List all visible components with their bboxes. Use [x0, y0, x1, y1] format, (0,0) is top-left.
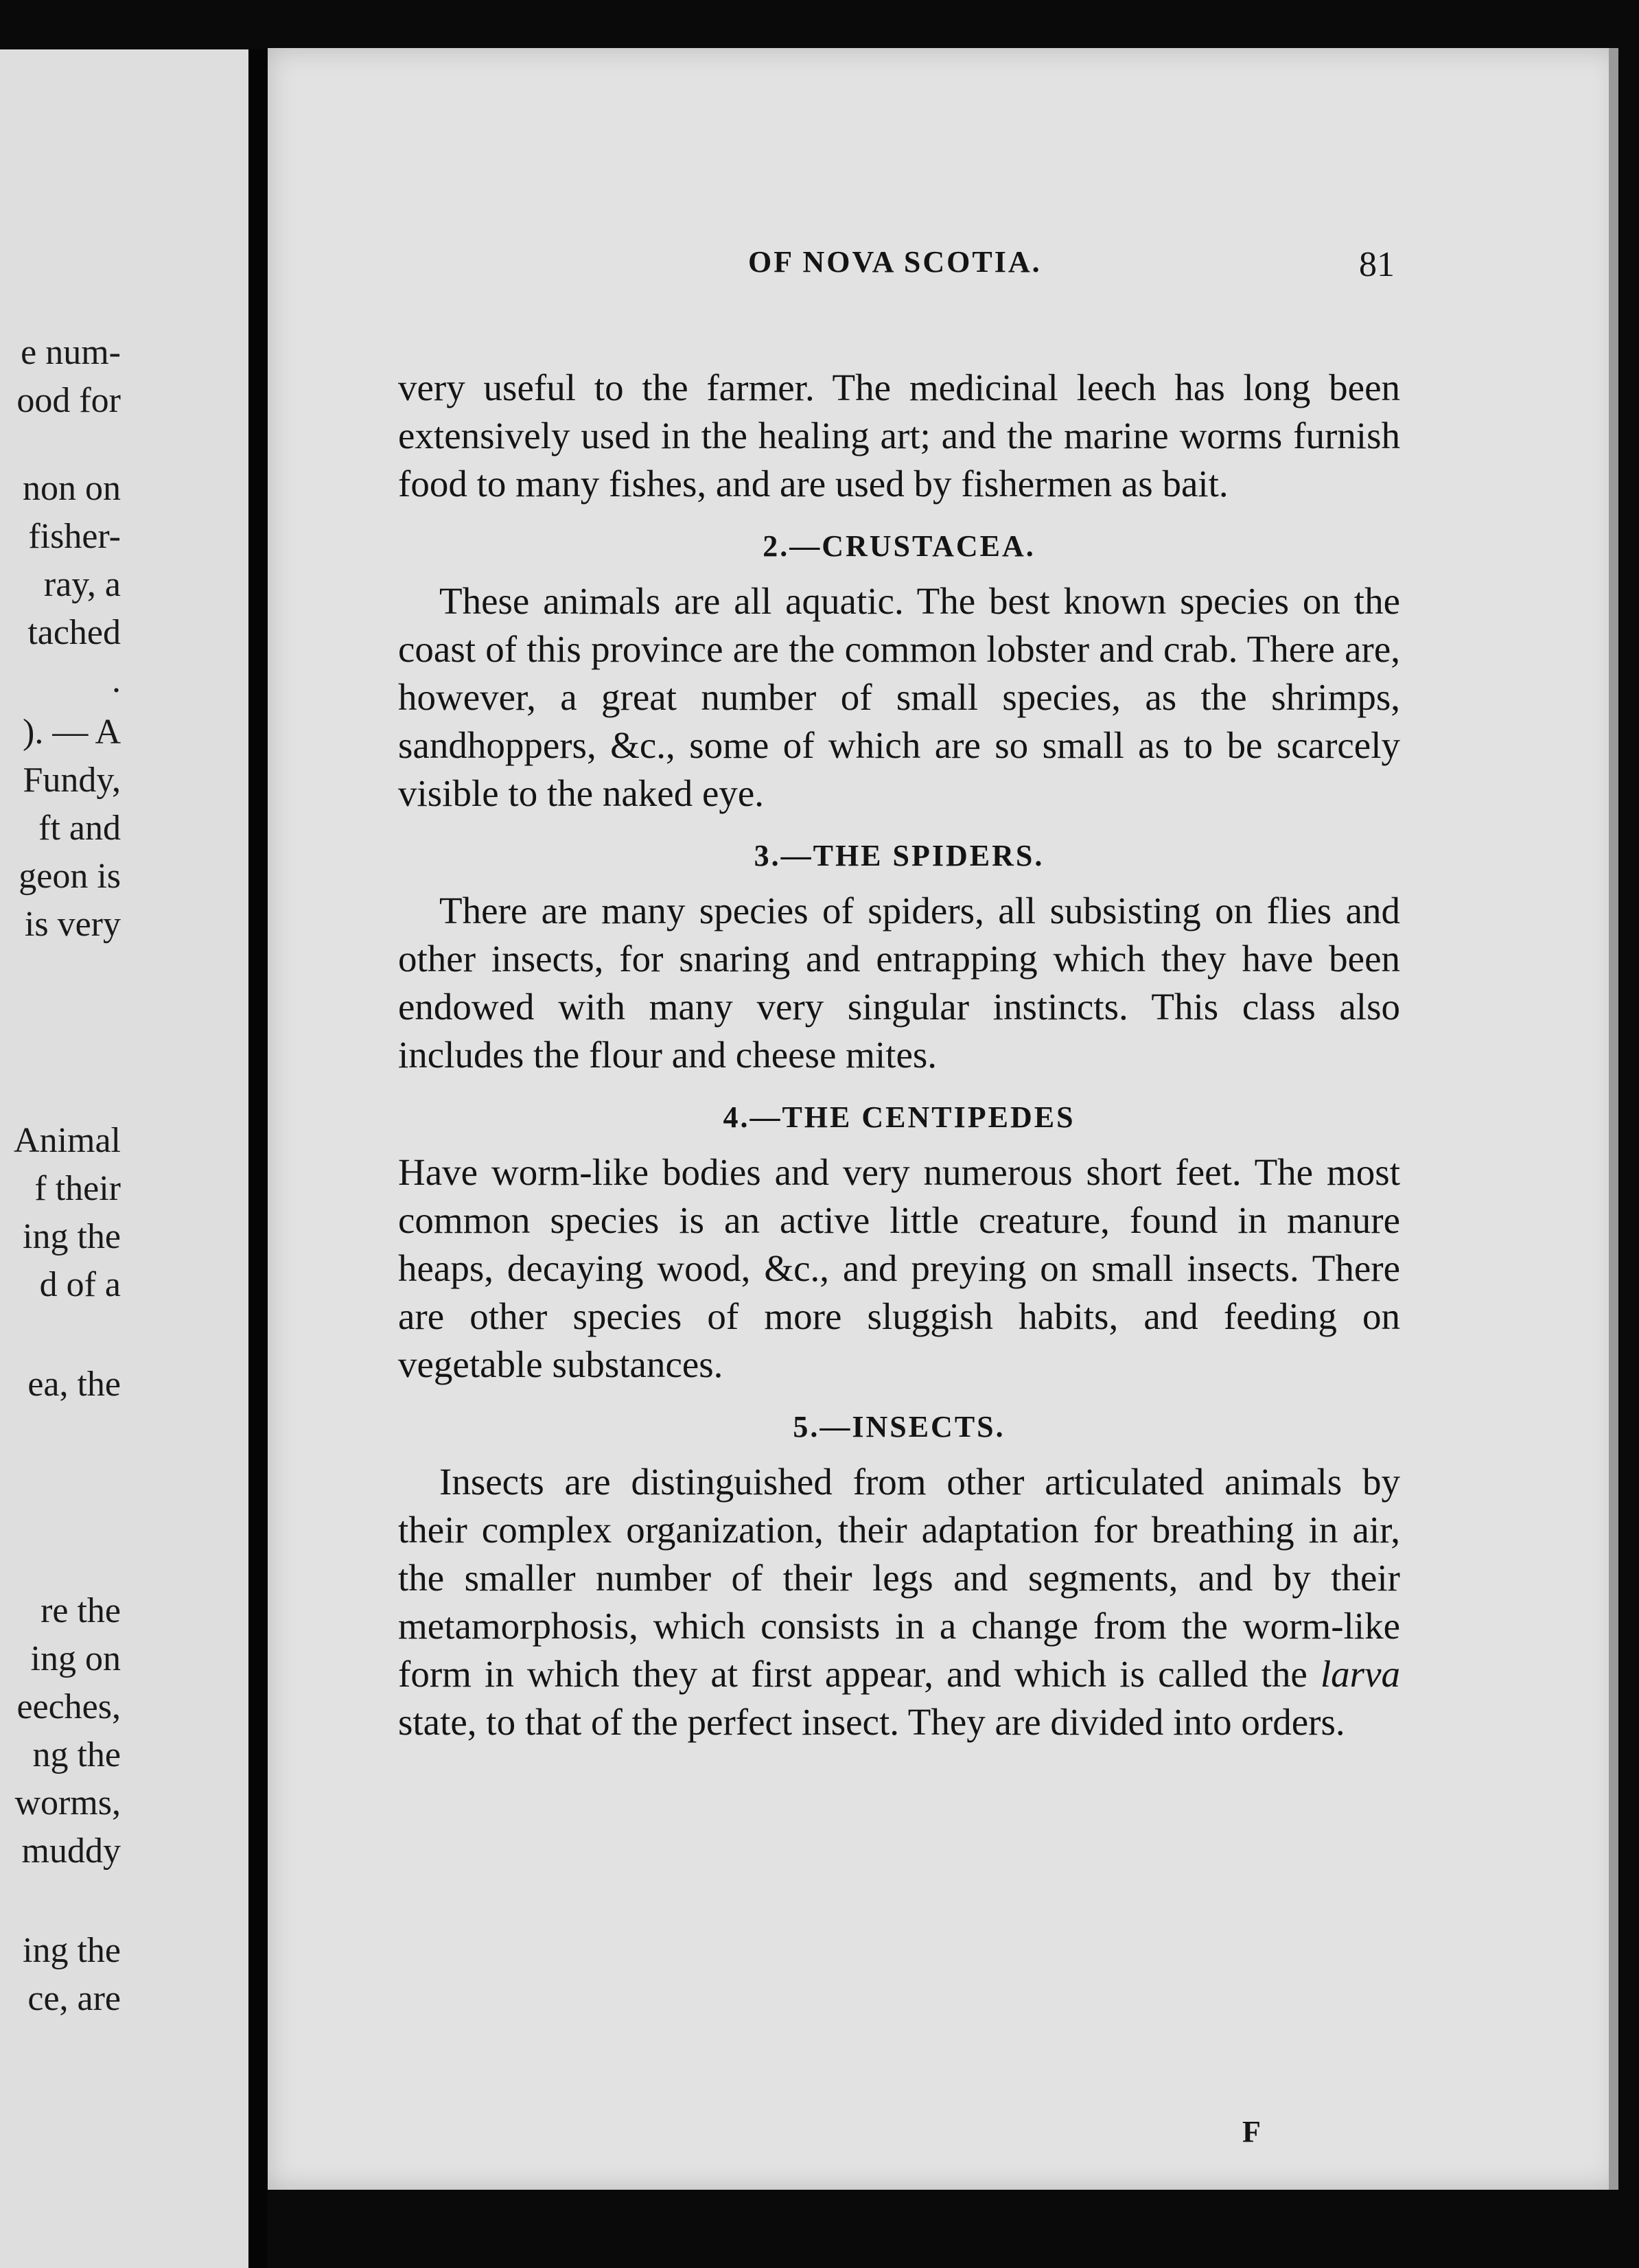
left-page-line: e num- — [21, 333, 121, 372]
left-page-line: ing on — [30, 1639, 121, 1678]
left-page-line: fisher- — [28, 517, 121, 556]
left-page-line: ing the — [23, 1217, 121, 1256]
page-number: 81 — [1359, 245, 1395, 284]
left-page-line: ea, the — [27, 1365, 121, 1404]
left-page-line: ft and — [38, 809, 121, 848]
heading-spiders: 3.—THE SPIDERS. — [754, 839, 1045, 872]
insects-text-after: state, to that of the perfect insect. They are divided into orders. — [398, 1701, 1345, 1743]
left-page-line: is very — [24, 905, 121, 944]
left-page-line: Animal — [14, 1121, 121, 1160]
left-page-line: d of a — [39, 1265, 121, 1304]
left-page-line: . — [112, 661, 121, 700]
right-page — [268, 48, 1618, 2190]
left-page-line: tached — [27, 613, 121, 652]
paragraph-leech: very useful to the farmer. The medicinal leech has long been extensively used in the healing art; and the marine worms furnish food to many fishes, and are used by fishermen as bait. — [398, 367, 1400, 505]
left-page-line: ood for — [16, 381, 121, 420]
heading-centipedes: 4.—THE CENTIPEDES — [723, 1100, 1076, 1134]
left-page-line: ). — A — [23, 713, 121, 752]
left-page-line: muddy — [21, 1831, 121, 1871]
running-title: OF NOVA SCOTIA. — [748, 245, 1042, 279]
left-page-line: ing the — [23, 1931, 121, 1970]
left-page-line: eeches, — [16, 1687, 121, 1726]
page-edge — [1609, 48, 1618, 2190]
left-page-line: worms, — [14, 1783, 121, 1822]
insects-text-before: Insects are distinguished from other articulated animals by their complex organization, their adaptation for breathing in air, the smaller number of their legs and segments, and by their metamorphosis, which consists in a change from the worm-like form in which they at first appear, and which is called the — [398, 1461, 1400, 1695]
heading-insects: 5.—INSECTS. — [793, 1410, 1006, 1444]
left-page-line: non on — [23, 469, 121, 508]
body-text — [398, 364, 1400, 1746]
left-page-line: f their — [34, 1169, 121, 1208]
left-page-line: geon is — [19, 857, 121, 896]
left-page-line: re the — [40, 1591, 121, 1630]
paragraph-crustacea: These animals are all aquatic. The best known species on the coast of this province are the common lobster and crab. There are, however, a great number of small species, as the shrimps, sandhoppers, &c., some of which are so small as to be scarcely visible to the naked eye. — [398, 580, 1400, 814]
signature-mark: F — [1242, 2115, 1261, 2149]
paragraph-centipedes: Have worm-like bodies and very numerous short feet. The most common species is an active little creature, found in manure heaps, decaying wood, &c., and preying on small insects. There are other species of more sluggish habits, and feeding on vegetable substances. — [398, 1151, 1400, 1385]
paragraph-insects — [398, 1458, 1400, 1746]
left-page-line: Fundy, — [23, 761, 121, 800]
book-gutter — [248, 49, 268, 2268]
left-page-fragment — [0, 49, 248, 2268]
insects-text-italic: larva — [1320, 1653, 1400, 1695]
left-page-line: ng the — [32, 1735, 121, 1774]
left-page-line: ce, are — [27, 1979, 121, 2018]
paragraph-spiders: There are many species of spiders, all subsisting on flies and other insects, for snaring and entrapping which they have been endowed with many very singular instincts. This class also includes the flour and cheese mites. — [398, 890, 1400, 1076]
heading-crustacea: 2.—CRUSTACEA. — [763, 529, 1036, 563]
left-page-line: ray, a — [43, 565, 121, 604]
